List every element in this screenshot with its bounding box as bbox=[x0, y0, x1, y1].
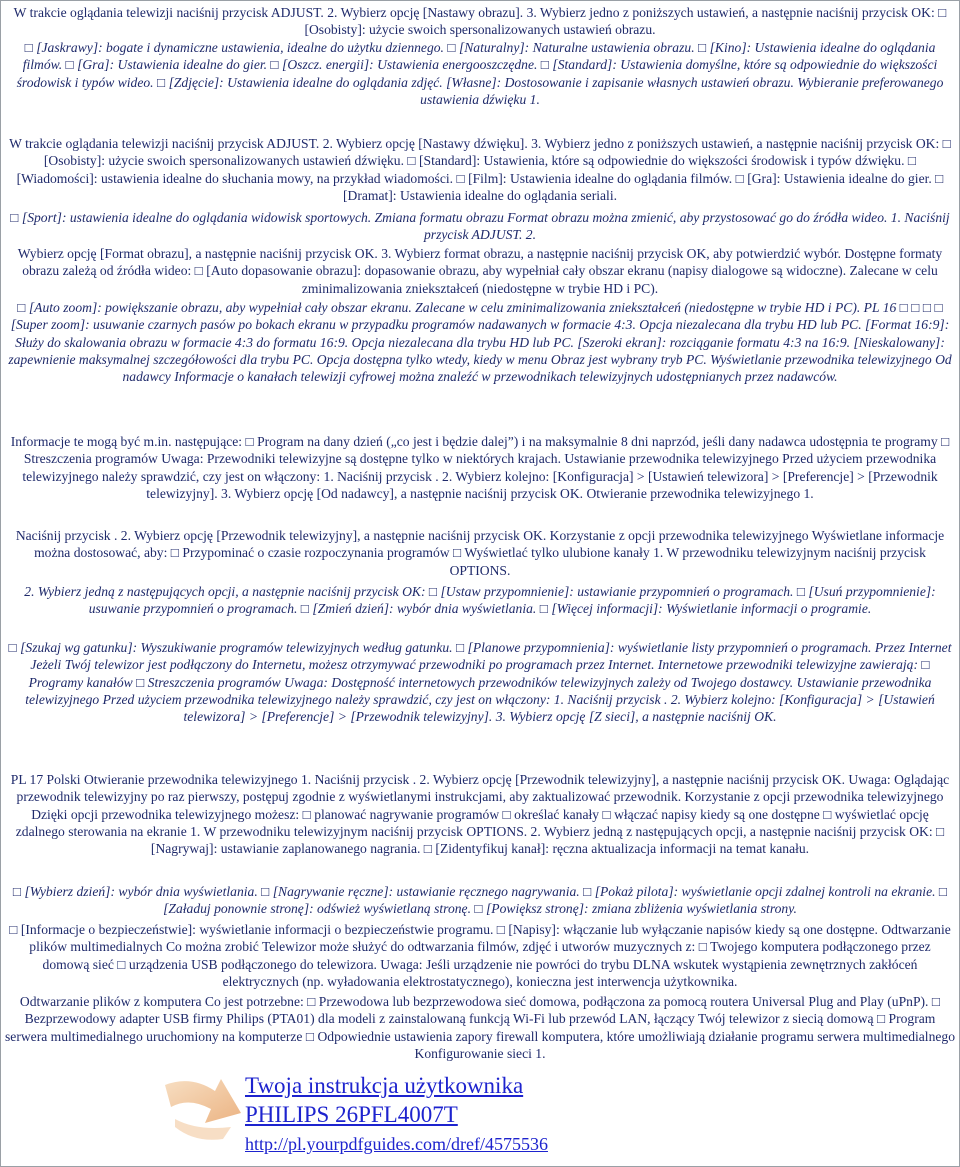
paragraph-13: □ [Informacje o bezpieczeństwie]: wyświetlanie informacji o bezpieczeństwie programu. □ [Napisy]: włączanie lub wyłączanie napisów kiedy są one dostępne. Odtwarzanie plików multimedialnych Co można zrobić Telewizor może służyć do odtwarzania filmów, zdjęć i utworów muzycznych z: □ Twojego komputera podłączonego przez domową sieć □ urządzenia USB podłączonego do telewizora. Uwaga: Jeśli urządzenie nie powróci do trybu DLNA wskutek wystąpienia zewnętrznych zakłóceń elektrycznych (np. wyładowania elektrostatycznego), konieczna jest interwencja użytkownika. bbox=[9, 922, 951, 989]
paragraph-5: Wybierz opcję [Format obrazu], a następnie naciśnij przycisk OK. 3. Wybierz format obrazu, a następnie naciśnij przycisk OK, aby potwierdzić wybór. Dostępne formaty obrazu zależą od źródła wideo: □ [Auto dopasowanie obrazu]: dopasowanie obrazu, aby wypełniał cały obszar ekranu (napisy dialogowe są widoczne). Zalecane w celu zminimalizowania zniekształceń (niedostępne w trybie HD i PC). bbox=[17, 246, 943, 296]
paragraph-9: 2. Wybierz jedną z następujących opcji, a następnie naciśnij przycisk OK: □ [Ustaw przypomnienie]: ustawianie przypomnień o programach. □ [Usuń przypomnienie]: usuwanie przypomnień o programach. □ [Zmień dzień]: wybór dnia wyświetlania. □ [Więcej informacji]: Wyświetlanie informacji o programie. bbox=[24, 584, 936, 617]
paragraph-7: Informacje te mogą być m.in. następujące: □ Program na dany dzień („co jest i będzie dalej”) i na maksymalnie 8 dni naprzód, jeśli dany nadawca udostępnia te programy □ Streszczenia programów Uwaga: Przewodniki telewizyjne są dostępne tylko w niektórych krajach. Ustawianie przewodnika telewizyjnego Przed użyciem przewodnika telewizyjnego należy sprawdzić, czy jest on włączony: 1. Naciśnij przycisk . 2. Wybierz kolejno: [Konfiguracja] > [Ustawień telewizora] > [Preferencje] > [Przewodnik telewizyjny]. 3. Wybierz opcję [Od nadawcy], a następnie naciśnij przycisk OK. Otwieranie przewodnika telewizyjnego 1. bbox=[10, 434, 950, 501]
promo-title-link[interactable]: Twoja instrukcja użytkownika bbox=[245, 1073, 524, 1098]
paragraph-3: W trakcie oglądania telewizji naciśnij przycisk ADJUST. 2. Wybierz opcję [Nastawy dźwięku]. 3. Wybierz jedno z poniższych ustawień, a następnie naciśnij przycisk OK: □ [Osobisty]: użycie swoich spersonalizowanych ustawień dźwięku. □ [Standard]: Ustawienia, które są odpowiednie do większości środowisk i typów dźwięku. □ [Wiadomości]: ustawienia idealne do słuchania mowy, na przykład wiadomości. □ [Film]: Ustawienia idealne do oglądania filmów. □ [Gra]: Ustawienia idealne do gier. □ [Dramat]: Ustawienia idealne do oglądania seriali. bbox=[9, 136, 951, 203]
promo-model-link[interactable]: PHILIPS 26PFL4007T bbox=[245, 1102, 458, 1127]
download-arrow-icon bbox=[161, 1067, 246, 1145]
paragraph-6: □ [Auto zoom]: powiększanie obrazu, aby wypełniał cały obszar ekranu. Zalecane w celu zminimalizowania zniekształceń (niedostępne w trybie HD i PC). PL 16 □ □ □ □ [Super zoom]: usuwanie czarnych pasów po bokach ekranu w przypadku programów nadawanych w formacie 4:3. Opcja niezalecana dla trybu HD lub PC. [Format 16:9]: Służy do skalowania obrazu w formacie 4:3 do formatu 16:9. Opcja niezalecana dla trybu HD lub PC. [Szeroki ekran]: rozciąganie formatu 4:3 na 16:9. [Nieskalowany]: zapewnienie maksymalnej szczegółowości dla trybu PC. Opcja dostępna tylko wtedy, kiedy w menu Obraz jest wybrany tryb PC. Wyświetlanie przewodnika telewizyjnego Od nadawcy Informacje o kanałach telewizji cyfrowej można znaleźć w przewodnikach telewizyjnych udostępnianych przez nadawców. bbox=[8, 300, 952, 385]
paragraph-8: Naciśnij przycisk . 2. Wybierz opcję [Przewodnik telewizyjny], a następnie naciśnij przycisk OK. Korzystanie z opcji przewodnika telewizyjnego Wyświetlane informacje można dostosować, aby: □ Przypominać o czasie rozpoczynania programów □ Wyświetlać tylko ulubione kanały 1. W przewodniku telewizyjnym naciśnij przycisk OPTIONS. bbox=[15, 528, 945, 578]
paragraph-11: PL 17 Polski Otwieranie przewodnika telewizyjnego 1. Naciśnij przycisk . 2. Wybierz opcję [Przewodnik telewizyjny], a następnie naciśnij przycisk OK. Uwaga: Oglądając przewodnik telewizyjny po raz pierwszy, postępuj zgodnie z wyświetlanymi instrukcjami, aby zaktualizować przewodnik. Korzystanie z opcji przewodnika telewizyjnego Dzięki opcji przewodnika telewizyjnego możesz: □ planować nagrywanie programów □ określać kanały □ włączać napisy kiedy są one dostępne □ wyświetlać opcję zdalnego sterowania na ekranie 1. W przewodniku telewizyjnym naciśnij przycisk OPTIONS. 2. Wybierz jedną z następujących opcji, a następnie naciśnij przycisk OK: □ [Nagrywaj]: ustawianie zaplanowanego nagrania. □ [Zidentyfikuj kanał]: ręczna aktualizacja informacji na temat kanału. bbox=[10, 772, 950, 857]
paragraph-12: □ [Wybierz dzień]: wybór dnia wyświetlania. □ [Nagrywanie ręczne]: ustawianie ręcznego nagrywania. □ [Pokaż pilota]: wyświetlanie opcji zdalnej kontroli na ekranie. □ [Załaduj ponownie stronę]: odśwież wyświetlaną stronę. □ [Powiększ stronę]: zmiana zbliżenia wyświetlania strony. bbox=[12, 884, 948, 917]
promo-url-link[interactable]: http://pl.yourpdfguides.com/dref/4575536 bbox=[245, 1134, 548, 1154]
paragraph-14: Odtwarzanie plików z komputera Co jest potrzebne: □ Przewodowa lub bezprzewodowa sieć domowa, podłączona za pomocą routera Universal Plug and Play (uPnP). □ Bezprzewodowy adapter USB firmy Philips (PTA01) dla modeli z zainstalowaną funkcją Wi-Fi lub przewód LAN, łączący Twój telewizor z siecią domową □ Program serwera multimedialnego uruchomiony na komputerze □ Odpowiednie ustawienia zapory firewall komputera, które umożliwiają działanie programu serwera multimedialnego Konfigurowanie sieci 1. bbox=[5, 994, 956, 1061]
promo-block bbox=[245, 1071, 548, 1157]
paragraph-4: □ [Sport]: ustawienia idealne do oglądania widowisk sportowych. Zmiana formatu obrazu Format obrazu można zmienić, aby przystosować go do źródła wideo. 1. Naciśnij przycisk ADJUST. 2. bbox=[10, 210, 950, 243]
paragraph-10: □ [Szukaj wg gatunku]: Wyszukiwanie programów telewizyjnych według gatunku. □ [Planowe przypomnienia]: wyświetlanie listy przypomnień o programach. Przez Internet Jeżeli Twój telewizor jest podłączony do Internetu, możesz otrzymywać przewodniki po programach przez Internet. Internetowe przewodniki telewizyjne zawierają: □ Programy kanałów □ Streszczenia programów Uwaga: Dostępność internetowych przewodników telewizyjnych zależy od Twojego dostawcy. Ustawianie przewodnika telewizyjnego Przed użyciem przewodnika telewizyjnego należy sprawdzić, czy jest on włączony: 1. Naciśnij przycisk . 2. Wybierz kolejno: [Konfiguracja] > [Ustawień telewizora] > [Preferencje] > [Przewodnik telewizyjny]. 3. Wybierz opcję [Z sieci], a następnie naciśnij OK. bbox=[8, 640, 952, 725]
paragraph-1: W trakcie oglądania telewizji naciśnij przycisk ADJUST. 2. Wybierz opcję [Nastawy obrazu]. 3. Wybierz jedno z poniższych ustawień, a następnie naciśnij przycisk OK: □ [Osobisty]: użycie swoich spersonalizowanych ustawień obrazu. bbox=[13, 5, 947, 38]
paragraph-2: □ [Jaskrawy]: bogate i dynamiczne ustawienia, idealne do użytku dziennego. □ [Naturalny]: Naturalne ustawienia obrazu. □ [Kino]: Ustawienia idealne do oglądania filmów. □ [Gra]: Ustawienia idealne do gier. □ [Oszcz. energii]: Ustawienia energooszczędne. □ [Standard]: Ustawienia domyślne, które są odpowiednie do większości środowisk i typów wideo. □ [Zdjęcie]: Ustawienia idealne do oglądania zdjęć. [Własne]: Dostosowanie i zapisanie własnych ustawień obrazu. Wybieranie preferowanego ustawienia dźwięku 1. bbox=[16, 40, 944, 107]
